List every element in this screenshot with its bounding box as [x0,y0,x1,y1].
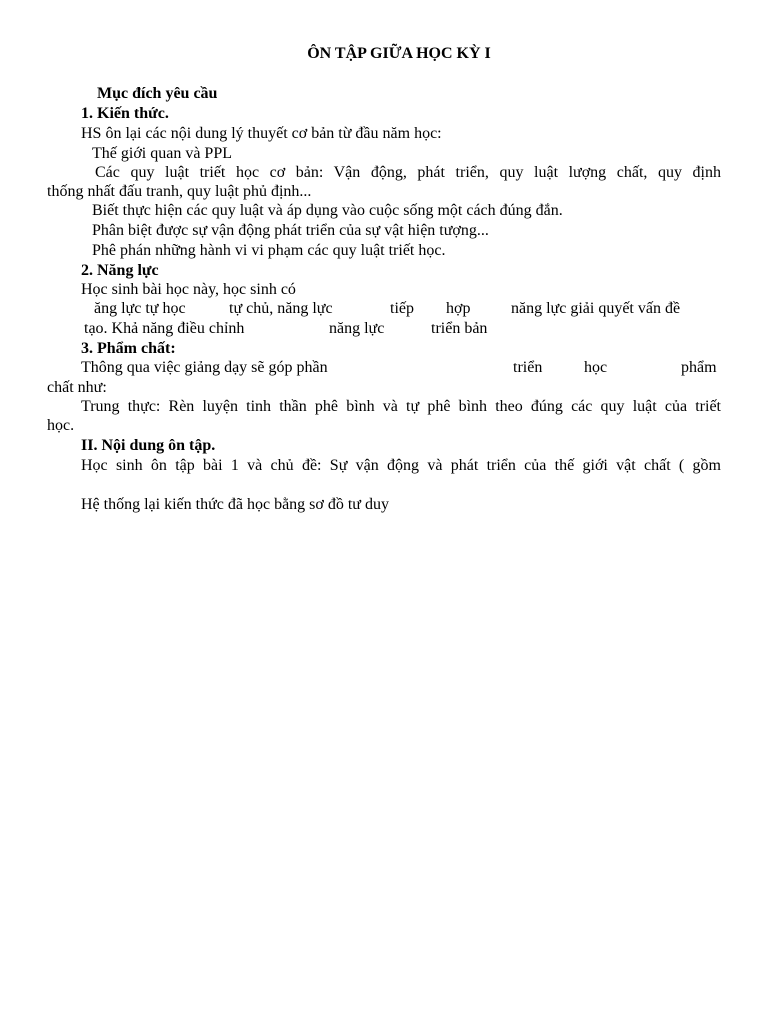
knowledge-item: Thế giới quan và PPL [92,145,232,162]
competence-intro: Học sinh bài học này, học sinh có [81,281,296,298]
quality-fragment: học [584,359,608,376]
knowledge-item: Các quy luật triết học cơ bản: Vận động, phát triển, quy luật lượng chất, quy định [95,164,721,181]
section-quality-heading: 3. Phẩm chất: [81,340,176,357]
competence-fragment: triển bản [431,320,488,337]
honesty-continuation: học. [47,417,75,434]
section-competence-heading: 2. Năng lực [81,262,159,279]
section-review-heading: II. Nội dung ôn tập. [81,437,216,454]
competence-fragment: tự chủ, năng lực [229,300,333,317]
honesty-line: Trung thực: Rèn luyện tinh thần phê bình và tự phê bình theo đúng các quy luật của triết [81,398,721,415]
knowledge-item: Biết thực hiện các quy luật và áp dụng vào cuộc sống một cách đúng đắn. [92,202,563,219]
purpose-heading: Mục đích yêu cầu [97,85,218,102]
review-line: Hệ thống lại kiến thức đã học bằng sơ đồ tư duy [81,496,389,513]
knowledge-item: Phân biệt được sự vận động phát triển của sự vật hiện tượng... [92,222,489,239]
competence-fragment: tạo. Khả năng điều chỉnh [84,320,245,337]
knowledge-item-continuation: thống nhất đấu tranh, quy luật phủ định... [47,183,312,200]
quality-fragment: phẩm [681,359,717,376]
quality-fragment: Thông qua việc giảng dạy sẽ góp phần [81,359,328,376]
review-line: Học sinh ôn tập bài 1 và chủ đề: Sự vận động và phát triển của thế giới vật chất ( gồm [81,457,721,474]
competence-fragment: ăng lực tự học [94,300,186,317]
quality-continuation: chất như: [47,379,107,396]
document-title: ÔN TẬP GIỮA HỌC KỲ I [307,45,491,62]
competence-fragment: năng lực [329,320,385,337]
competence-fragment: hợp [446,300,471,317]
knowledge-intro: HS ôn lại các nội dung lý thuyết cơ bản từ đầu năm học: [81,125,442,142]
competence-fragment: tiếp [390,300,414,317]
quality-fragment: triển [513,359,543,376]
section-knowledge-heading: 1. Kiến thức. [81,105,169,122]
competence-fragment: năng lực giải quyết vấn đề [511,300,681,317]
knowledge-item: Phê phán những hành vi vi phạm các quy luật triết học. [92,242,446,259]
